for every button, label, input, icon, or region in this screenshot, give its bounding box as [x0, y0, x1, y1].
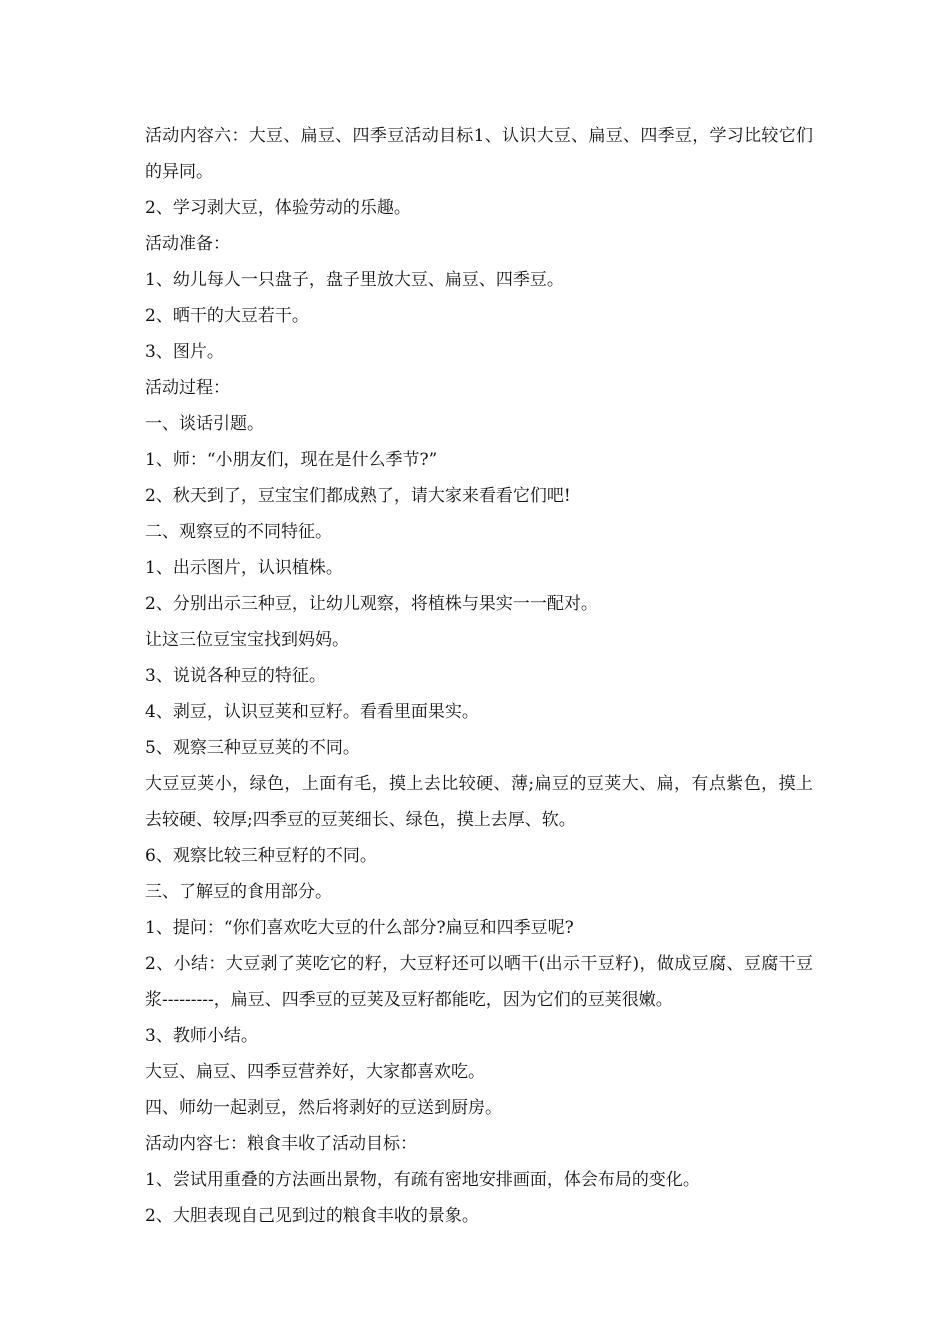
section-two-title: 二、观察豆的不同特征。: [145, 522, 332, 542]
paragraph-s2-2: 2、分别出示三种豆，让幼儿观察，将植株与果实一一配对。: [145, 594, 598, 614]
paragraph-activity-six-goal: 活动内容六：大豆、扁豆、四季豆活动目标1、认识大豆、扁豆、四季豆，学习比较它们的异同。: [145, 126, 813, 182]
paragraph-prep-2: 2、晒干的大豆若干。: [145, 306, 309, 326]
paragraph-s2-4: 4、剥豆，认识豆荚和豆籽。看看里面果实。: [145, 702, 479, 722]
paragraph-s2-3: 3、说说各种豆的特征。: [145, 666, 326, 686]
paragraph-s2-6: 6、观察比较三种豆籽的不同。: [145, 846, 377, 866]
paragraph-s3-1: 1、提问：“你们喜欢吃大豆的什么部分?扁豆和四季豆呢?: [145, 918, 574, 938]
paragraph-prep-1: 1、幼儿每人一只盘子，盘子里放大豆、扁豆、四季豆。: [145, 270, 564, 290]
paragraph-s3-3-detail: 大豆、扁豆、四季豆营养好，大家都喜欢吃。: [145, 1062, 485, 1082]
section-three-title: 三、了解豆的食用部分。: [145, 882, 332, 902]
paragraph-s2-5-detail: 大豆豆荚小，绿色，上面有毛，摸上去比较硬、薄;扁豆的豆荚大、扁，有点紫色，摸上去较硬、较厚;四季豆的豆荚细长、绿色，摸上去厚、软。: [145, 774, 813, 830]
paragraph-a7-goal-2: 2、大胆表现自己见到过的粮食丰收的景象。: [145, 1206, 479, 1226]
heading-process: 活动过程：: [145, 378, 230, 398]
section-four-title: 四、师幼一起剥豆，然后将剥好的豆送到厨房。: [145, 1098, 502, 1118]
paragraph-s2-2b: 让这三位豆宝宝找到妈妈。: [145, 630, 349, 650]
paragraph-s2-1: 1、出示图片，认识植株。: [145, 558, 343, 578]
heading-preparation: 活动准备：: [145, 234, 230, 254]
paragraph-s1-1: 1、师：“小朋友们，现在是什么季节?”: [145, 450, 438, 470]
paragraph-s2-5: 5、观察三种豆豆荚的不同。: [145, 738, 360, 758]
paragraph-s3-3: 3、教师小结。: [145, 1026, 258, 1046]
paragraph-prep-3: 3、图片。: [145, 342, 224, 362]
paragraph-s3-2: 2、小结：大豆剥了荚吃它的籽，大豆籽还可以晒干(出示干豆籽)，做成豆腐、豆腐干豆浆---------，扁豆、四季豆的豆荚及豆籽都能吃，因为它们的豆荚很嫩。: [145, 954, 813, 1010]
paragraph-s1-2: 2、秋天到了，豆宝宝们都成熟了，请大家来看看它们吧!: [145, 486, 571, 506]
paragraph-activity-seven: 活动内容七：粮食丰收了活动目标：: [145, 1134, 417, 1154]
paragraph-goal-2: 2、学习剥大豆，体验劳动的乐趣。: [145, 198, 411, 218]
paragraph-a7-goal-1: 1、尝试用重叠的方法画出景物，有疏有密地安排画面，体会布局的变化。: [145, 1170, 700, 1190]
section-one-title: 一、谈话引题。: [145, 414, 264, 434]
document-body: [145, 118, 813, 1234]
